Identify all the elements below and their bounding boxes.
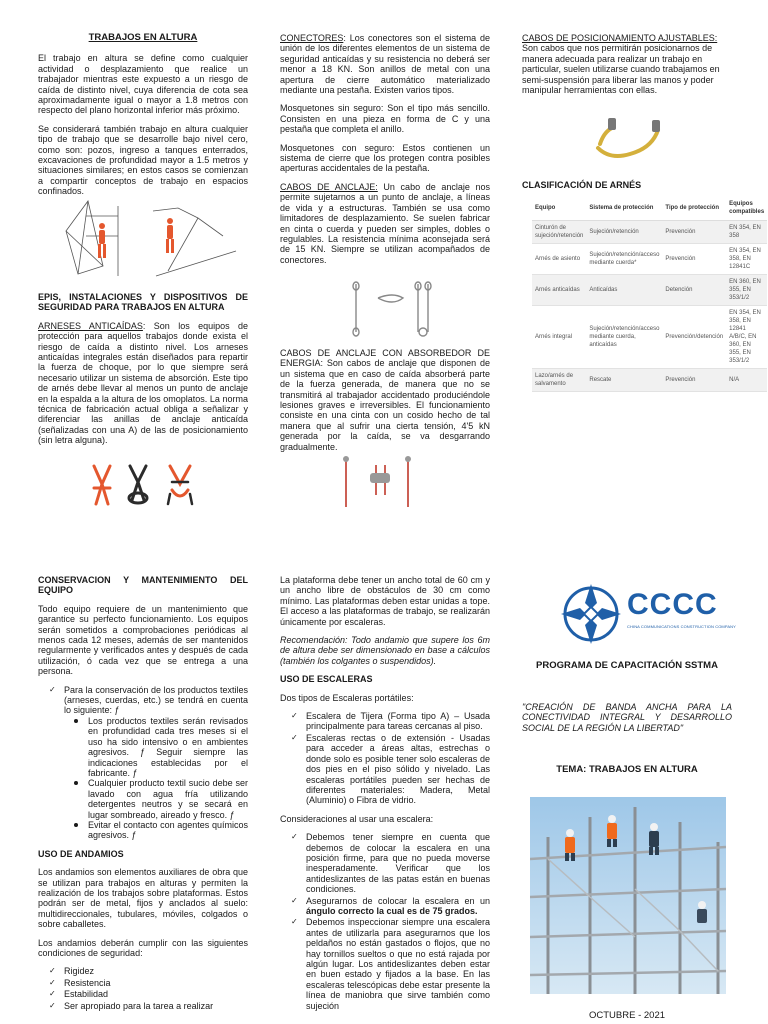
company-name: CCCC — [627, 588, 718, 621]
table-header-row — [532, 196, 767, 221]
andamios-paragraph-1: Los andamios son elementos auxiliares de obra que se utilizan para trabajos en alturas y permiten la realización de los trabajos sobre plataformas. Estos podrán ser de metal, fijos y anclados al suelo: multidireccionales, tubulares, móviles, colgados o sobre caballetes. — [38, 867, 248, 930]
posicionamiento-term: CABOS DE POSICIONAMIENTO AJUSTABLES: — [522, 33, 718, 43]
list-item: ✓ Resistencia — [64, 978, 248, 988]
table-cell: Prevención — [662, 221, 726, 244]
harness-classification-table — [532, 196, 767, 392]
table-row — [532, 275, 767, 306]
list-item: Evitar el contacto con agentes químicos agresivos. ƒ — [88, 819, 248, 841]
date-text: OCTUBRE - 2021 — [588, 1010, 666, 1021]
list-item — [64, 685, 248, 841]
andamios-paragraph-2: Los andamios deberán cumplir con las siguientes condiciones de seguridad: — [38, 937, 248, 958]
list-item: ✓ Escalera de Tijera (Forma tipo A) – Usada principalmente para tareas cercanas al piso. — [306, 711, 490, 732]
table-cell: Prevención/detención — [662, 306, 726, 369]
table-cell: Prevención — [662, 244, 726, 275]
list-item-text: Asegurarnos de colocar la escalera en un — [306, 895, 490, 906]
cabos-paragraph — [280, 182, 490, 265]
table-cell: Lazo/arnés de salvamento — [532, 369, 586, 392]
cccc-logo-icon — [560, 583, 622, 645]
column-ladders — [280, 575, 490, 1019]
absorbedor-paragraph: CABOS DE ANCLAJE CON ABSORBEDOR DE ENERGIA: Son cabos de anclaje que disponen de un sistema que en caso de caída absorberá parte de la fuerza generada, de manera que no se transmitirá al trabajador accidentado produciéndole lesiones graves e irreversibles. El funcionamiento consiste en una cinta con un cosido hecho de tal manera que al sufrir una cierta tensión, 4'5 kN generada por la caída, se va desgarrando gradualmente. — [280, 348, 490, 452]
table-cell: Sujeción/retención/acceso mediante cuerda, anticaídas — [586, 306, 662, 369]
harness-images — [88, 462, 200, 507]
table-cell: Sujeción/retención — [586, 221, 662, 244]
mosquetones-con-seguro: Mosquetones con seguro: Estos contienen un sistema de cierre que los protegen contra posibles aperturas accidentales de la pestaña. — [280, 142, 490, 174]
conectores-text: : Los conectores son el sistema de unión de los diferentes elementos de un sistema de seguridad anticaídas y su resistencia no deberá ser menor a 18 KN. Son anillos de metal con una apertura de cierre automático materializado mediante una pestaña. Existen varios tipos. — [280, 33, 490, 96]
table-cell: Sujeción/retención/acceso mediante cuerda* — [586, 244, 662, 275]
conectores-term: CONECTORES — [280, 33, 344, 43]
escaleras-intro: Dos tipos de Escaleras portátiles: — [280, 692, 414, 703]
lanyard-images — [348, 280, 438, 340]
list-item: ✓ Debemos tener siempre en cuenta que debemos de colocar la escalera en una posición firme, para que no pueda moverse inesperadamente. Verificar que los antideslizantes de las patas están en buenas condiciones. — [306, 832, 490, 894]
clasificacion-heading: CLASIFICACIÓN DE ARNÉS — [522, 180, 642, 190]
column-intro — [38, 33, 248, 205]
table-cell: Anticaídas — [586, 275, 662, 306]
safety-conditions-list — [38, 966, 248, 1011]
fall-arrest-diagram — [58, 196, 238, 281]
table-row — [532, 221, 767, 244]
table-cell: EN 354, EN 358, EN 12841C — [726, 244, 767, 275]
recomendacion-paragraph: Recomendación: Todo andamio que supere los 6m de altura debe ser dimensionado en base a cálculos (también los colgantes o suspendidos). — [280, 635, 490, 666]
list-item: ✓ Estabilidad — [64, 989, 248, 999]
list-item-text: Para la conservación de los productos textiles (arneses, cuerdas, etc.) se tendrá en cuenta lo siguiente: ƒ — [64, 684, 248, 716]
programa-title: PROGRAMA DE CAPACITACIÓN SSTMA — [536, 660, 718, 671]
arneses-text: : Son los equipos de protección para aquellos trabajos donde exista el riesgo de caída a distinto nivel. Los arneses anticaídas integrales están diseñados para repartir la fuerza de choque, por lo que siempre será necesario utilizar un sistema de absorción. Este tipo de arnés debe llevar al menos un punto de anclaje en la espalda a la altura de los omoplatos. La norma técnica de fabricación actual obliga a señalizar y diferenciar las anillas de anclaje anticaída (señalizadas con una A) de las de posicionamiento (sin letra alguna). — [38, 320, 249, 446]
tema-title: TEMA: TRABAJOS EN ALTURA — [556, 764, 698, 775]
scaffold-workers-photo — [530, 797, 726, 994]
list-item-bold-text: ángulo correcto la cual es de 75 grados. — [306, 905, 478, 916]
column-absorber — [280, 348, 490, 460]
table-row — [532, 306, 767, 369]
posicionamiento-paragraph — [522, 33, 732, 95]
column-maintenance — [38, 575, 248, 1019]
table-cell: Arnés integral — [532, 306, 586, 369]
table-header: Tipo de protección — [662, 196, 726, 221]
table-header: Sistema de protección — [586, 196, 662, 221]
main-title: TRABAJOS EN ALTURA — [88, 32, 198, 43]
list-item — [306, 896, 490, 917]
company-subtitle: CHINA COMMUNICATIONS CONSTRUCTION COMPANY — [627, 624, 736, 629]
cabos-text: Un cabo de anclaje nos permite sujetarnos a un punto de anclaje, a líneas de vida y a estructuras. También se usa como limitadores de desplazamiento. Se suelen fabricar en cinta o cuerda y pueden ser simples, dobles o regulables. La resistencia mínima aconsejada será de 15 KN. Siempre se utilizan acompañados de conectores. — [280, 181, 490, 265]
list-item: Cualquier producto textil sucio debe ser lavado con agua fría utilizando detergentes neutros y se secará en lugar sombreado, aireado y fresco. ƒ — [88, 778, 248, 820]
table-cell: Prevención — [662, 369, 726, 392]
table-row — [532, 244, 767, 275]
table-header: Equipos compatibles — [726, 196, 767, 221]
ladder-types-list — [280, 711, 490, 806]
absorber-images — [340, 455, 440, 510]
conservacion-heading: CONSERVACION Y MANTENIMIENTO DEL EQUIPO — [38, 575, 248, 596]
table-cell: Arnés de asiento — [532, 244, 586, 275]
list-item: ✓ Rigidez — [64, 966, 248, 976]
table-cell: Detención — [662, 275, 726, 306]
conectores-paragraph — [280, 33, 490, 95]
posicionamiento-text: Son cabos que nos permitirán posicionarnos de manera adecuada para realizar un trabajo en particular, suelen utilizarse cuando trabajamos en semi-suspensión para liberar las manos y poder manipular herramientas con ellas. — [522, 43, 720, 96]
table-cell: Cinturón de sujeción/retención — [532, 221, 586, 244]
andamios-heading: USO DE ANDAMIOS — [38, 848, 124, 859]
list-item: ✓ Ser apropiado para la tarea a realizar — [64, 1001, 248, 1011]
column-connectors — [280, 33, 490, 273]
conservacion-paragraph: Todo equipo requiere de un mantenimiento que garantice su perfecto funcionamiento. Los equipos serán sometidos a comprobaciones periódicas al menos cada 12 meses, además de ser mantenidos regularmente y verificados antes y después de cada utilización, ó cada vez que se entrega a una persona. — [38, 603, 248, 677]
column-epis — [38, 292, 248, 454]
escaleras-heading: USO DE ESCALERAS — [280, 674, 373, 685]
conservacion-checklist — [38, 685, 248, 841]
table-cell: Rescate — [586, 369, 662, 392]
table-cell: EN 360, EN 355, EN 353/1/2 — [726, 275, 767, 306]
list-item: Los productos textiles serán revisados en profundidad cada tres meses si el uso ha sido intensivo o en ambientes agresivos. ƒ Seguir siempre las indicaciones establecidas por el fabricante. ƒ — [88, 715, 248, 778]
table-cell: EN 354, EN 358, EN 12841 A/B/C, EN 360, EN 355, EN 353/1/2 — [726, 306, 767, 369]
mosquetones-sin-seguro: Mosquetones sin seguro: Son el tipo más sencillo. Consisten en una pieza en forma de C y una pestaña que completa el anillo. — [280, 103, 490, 135]
table-row — [532, 369, 767, 392]
table-cell: Arnés anticaídas — [532, 275, 586, 306]
table-cell: EN 354, EN 358 — [726, 221, 767, 244]
list-item: ✓ Debemos inspeccionar siempre una escalera antes de utilizarla para asegurarnos que los peldaños no están gastados o flojos, que no hay tornillos sueltos o que no está rajada por algún lugar. Los antideslizantes deben estar en buen estado y fijados a la base. En las escaleras telescópicas debe estar presente la línea de maniobra que sirve también como sujeción — [306, 917, 490, 1011]
list-item: ✓ Escaleras rectas o de extensión - Usadas para acceder a áreas altas, estrechas o donde solo es posible tener solo escaleras de dos pies en el piso sólido y nivelado. Las escaleras portátiles pueden ser hechas de diferentes materiales: Madera, Metal (Aluminio) o Fibra de vidrio. — [306, 733, 490, 806]
positioning-lanyard-image — [590, 108, 665, 163]
cabos-term: CABOS DE ANCLAJE: — [280, 181, 378, 192]
arneses-term: ARNESES ANTICAÍDAS — [38, 320, 143, 331]
project-quote: "CREACIÓN DE BANDA ANCHA PARA LA CONECTIVIDAD INTEGRAL Y DESARROLLO SOCIAL DE LA REGIÓN LA LIBERTAD" — [522, 702, 732, 733]
table-header: Equipo — [532, 196, 586, 221]
intro-paragraph-1: El trabajo en altura se define como cualquier actividad o desplazamiento que realice un trabajador mientras este expuesto a un riesgo de caída de distinto nivel, cuya diferencia de cota sea aproximadamente igual o mayor a 1.8 metros con respecto del plano horizontal inferior más próximo. — [38, 53, 248, 116]
table-cell: N/A — [726, 369, 767, 392]
intro-paragraph-2: Se considerará también trabajo en altura cualquier tipo de trabajo que se desarrolle bajo nivel cero, como son: pozos, ingreso a tanques enterrados, excavaciones de profundidad mayor a 1.5 metros y situaciones similares; en estos casos se comienzan a compartir conceptos de trabajo en espacios confinados. — [38, 123, 248, 197]
consideraciones-intro: Consideraciones al usar una escalera: — [280, 813, 434, 824]
plataforma-paragraph: La plataforma debe tener un ancho total de 60 cm y un ancho libre de obstáculos de 30 cm como mínimo. Las plataformas deben estar unidas a tope. El acceso a las plataformas de trabajo, se realizarán únicamente por escaleras. — [280, 575, 490, 627]
ladder-considerations-list — [280, 832, 490, 1011]
textile-care-list — [64, 716, 248, 841]
epis-heading: EPIS, INSTALACIONES Y DISPOSITIVOS DE SEGURIDAD PARA TRABAJOS EN ALTURA — [38, 292, 248, 313]
column-positioning — [522, 33, 732, 103]
arneses-paragraph — [38, 321, 248, 446]
